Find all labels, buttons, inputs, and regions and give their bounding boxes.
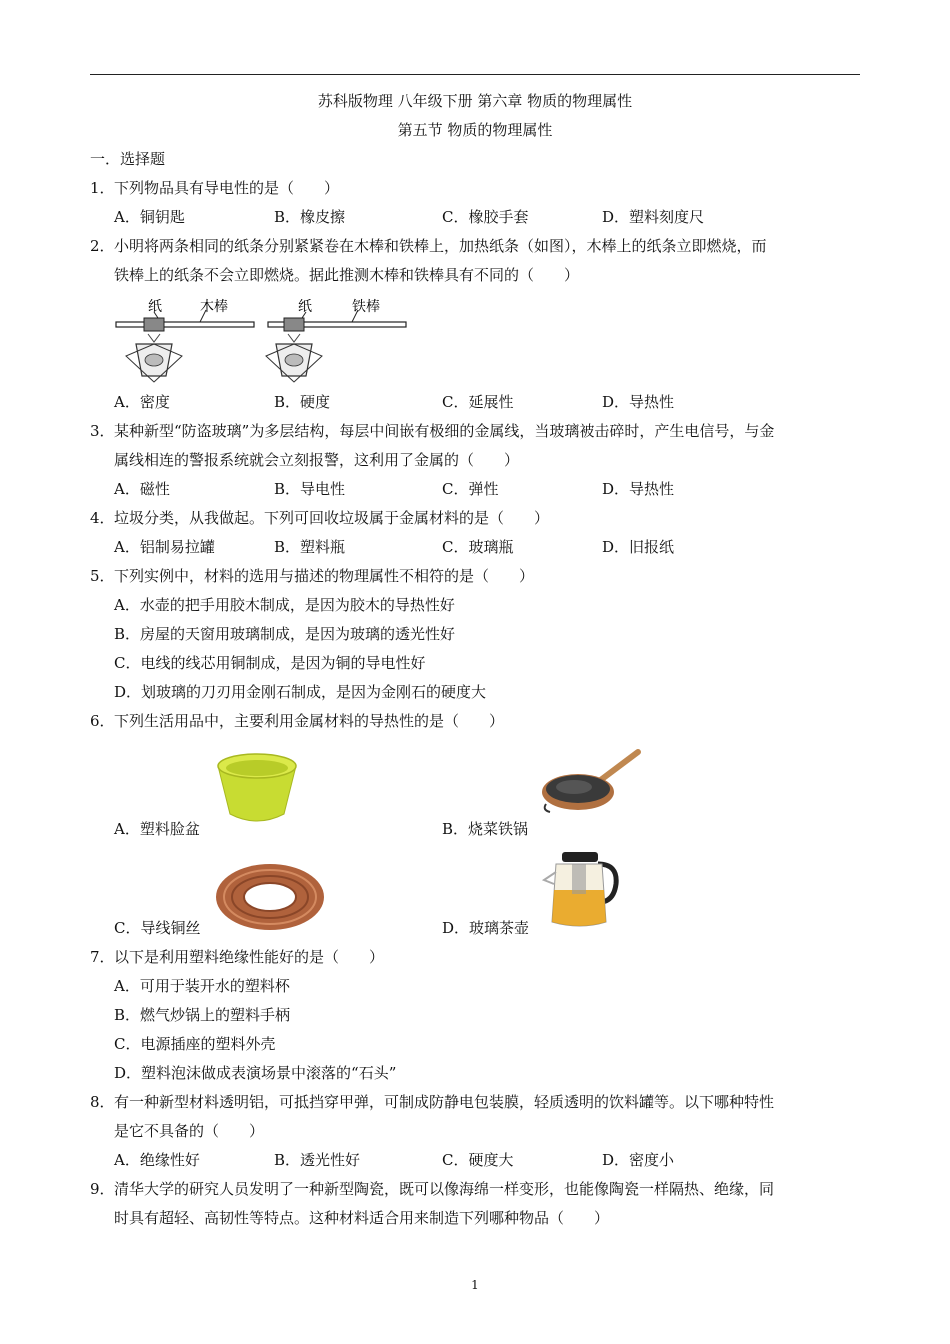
option-c: C．电线的线芯用铜制成，是因为铜的导电性好 — [114, 654, 426, 672]
option-a: A．铝制易拉罐 — [114, 538, 215, 556]
option-c: C．玻璃瓶 — [442, 538, 514, 556]
option-b: B．燃气炒锅上的塑料手柄 — [114, 1006, 291, 1024]
option-d: D．密度小 — [602, 1151, 675, 1169]
question-text: 时具有超轻、高韧性等特点。这种材料适合用来制造下列哪种物品（ ） — [114, 1209, 610, 1227]
option-a: A．绝缘性好 — [114, 1151, 200, 1169]
wok-image — [540, 746, 644, 822]
option-a: A．塑料脸盆 — [114, 820, 200, 838]
question-text: 铁棒上的纸条不会立即燃烧。据此推测木棒和铁棒具有不同的（ ） — [114, 266, 580, 284]
glass-teapot-image — [542, 850, 622, 930]
question-text: 下列生活用品中，主要利用金属材料的导热性的是（ ） — [114, 712, 505, 730]
question-number: 5． — [90, 567, 115, 585]
question-number: 6． — [90, 712, 115, 730]
option-b: B．橡皮擦 — [274, 208, 346, 226]
heating-rods-figure — [114, 294, 414, 386]
option-a: A．铜钥匙 — [114, 208, 185, 226]
option-d: D．导热性 — [602, 393, 675, 411]
option-d: D．塑料泡沫做成表演场景中滚落的“石头” — [114, 1064, 397, 1082]
option-b: B．房屋的天窗用玻璃制成，是因为玻璃的透光性好 — [114, 625, 456, 643]
option-c: C．导线铜丝 — [114, 919, 201, 937]
option-a: A．水壶的把手用胶木制成，是因为胶木的导热性好 — [114, 596, 455, 614]
wood-rod-setup — [116, 298, 254, 382]
option-b: B．透光性好 — [274, 1151, 361, 1169]
option-a: A．磁性 — [114, 480, 170, 498]
question-text: 垃圾分类，从我做起。下列可回收垃圾属于金属材料的是（ ） — [114, 509, 550, 527]
option-d: D．塑料刻度尺 — [602, 208, 705, 226]
question-text: 属线相连的警报系统就会立刻报警，这利用了金属的（ ） — [114, 451, 520, 469]
paper-label: 纸 — [298, 299, 312, 315]
question-number: 7． — [90, 948, 115, 966]
option-a: A．可用于装开水的塑料杯 — [114, 977, 290, 995]
wood-rod-label: 木棒 — [200, 299, 228, 315]
option-a: A．密度 — [114, 393, 170, 411]
header-rule — [90, 74, 860, 75]
question-text: 有一种新型材料透明铝，可抵挡穿甲弹，可制成防静电包装膜，轻质透明的饮料罐等。以下哪种特性 — [114, 1093, 775, 1111]
section-label: 一．选择题 — [90, 150, 166, 168]
option-d: D．划玻璃的刀刃用金刚石制成，是因为金刚石的硬度大 — [114, 683, 487, 701]
question-text: 下列物品具有导电性的是（ ） — [114, 179, 340, 197]
copper-wire-image — [214, 860, 326, 934]
option-c: C．弹性 — [442, 480, 499, 498]
document-subtitle: 第五节 物质的物理属性 — [397, 121, 553, 139]
plastic-basin-image — [214, 748, 300, 830]
page-number: 1 — [471, 1278, 479, 1292]
option-b: B．塑料瓶 — [274, 538, 346, 556]
question-number: 9． — [90, 1180, 115, 1198]
question-number: 3． — [90, 422, 115, 440]
option-d: D．导热性 — [602, 480, 675, 498]
question-number: 1． — [90, 179, 115, 197]
question-text: 以下是利用塑料绝缘性能好的是（ ） — [114, 948, 385, 966]
option-c: C．电源插座的塑料外壳 — [114, 1035, 276, 1053]
option-b: B．烧菜铁锅 — [442, 820, 529, 838]
question-text: 清华大学的研究人员发明了一种新型陶瓷，既可以像海绵一样变形，也能像陶瓷一样隔热、绝缘，同 — [114, 1180, 775, 1198]
question-number: 8． — [90, 1093, 115, 1111]
question-text: 是它不具备的（ ） — [114, 1122, 265, 1140]
question-text: 下列实例中，材料的选用与描述的物理属性不相符的是（ ） — [114, 567, 535, 585]
iron-rod-setup — [266, 298, 406, 382]
question-text: 小明将两条相同的纸条分别紧紧卷在木棒和铁棒上，加热纸条（如图），木棒上的纸条立即燃烧，而 — [114, 237, 767, 255]
question-number: 4． — [90, 509, 115, 527]
option-c: C．硬度大 — [442, 1151, 514, 1169]
option-d: D．旧报纸 — [602, 538, 675, 556]
document-title: 苏科版物理 八年级下册 第六章 物质的物理属性 — [317, 92, 633, 110]
paper-label: 纸 — [148, 299, 162, 315]
iron-rod-label: 铁棒 — [352, 299, 380, 315]
option-c: C．橡胶手套 — [442, 208, 529, 226]
question-number: 2． — [90, 237, 115, 255]
option-b: B．硬度 — [274, 393, 331, 411]
option-d: D．玻璃茶壶 — [442, 919, 530, 937]
option-b: B．导电性 — [274, 480, 346, 498]
question-text: 某种新型“防盗玻璃”为多层结构，每层中间嵌有极细的金属线，当玻璃被击碎时，产生电信号，与金 — [114, 422, 775, 440]
option-c: C．延展性 — [442, 393, 514, 411]
